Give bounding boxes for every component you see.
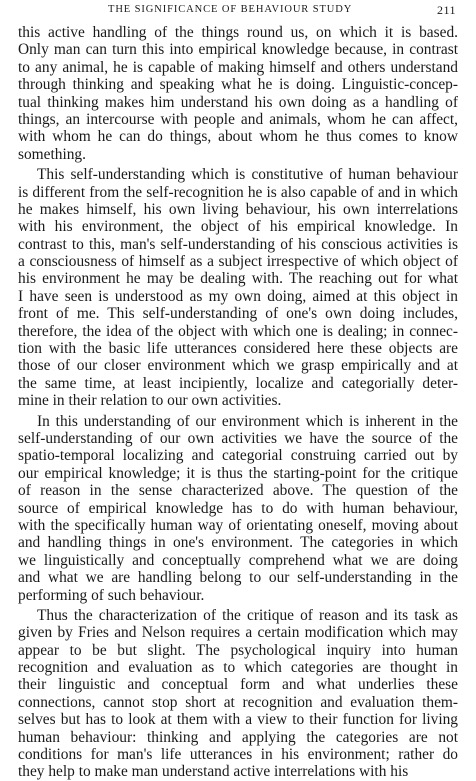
text-line: In this understanding of our environment which is inherent in the: [37, 412, 458, 430]
text-line: and handling things in one's environment. The categories in which: [18, 534, 458, 552]
text-line: front of me. This self-understanding of one's own doing includes,: [18, 305, 458, 323]
page-number: 211: [436, 3, 456, 17]
text-line: therefore, the idea of the object with which one is dealing; in connec-: [18, 322, 458, 340]
text-line: selves but has to look at them with a view to their function for living: [18, 711, 458, 729]
text-line: recognition and evaluation as to which categories are thought in: [18, 659, 458, 677]
text-line: conditions for man's life utterances in his environment; rather do: [18, 746, 458, 764]
text-line: tual thinking makes him understand his own doing as a handling of: [18, 93, 458, 111]
text-line: they help to make man understand active interrelations with his: [18, 763, 409, 781]
text-line: of reason in the sense characterized above. The question of the: [18, 482, 458, 500]
text-line: something.: [18, 145, 86, 163]
text-line: he makes himself, his own living behaviour, his own interrelations: [18, 200, 458, 218]
text-line: to any animal, he is capable of making himself and others understand: [18, 58, 458, 76]
text-line: through thinking and speaking what he is doing. Linguistic-concep-: [18, 76, 458, 94]
text-line: self-understanding of our own activities we have the source of the: [18, 429, 458, 447]
text-line: appear to be but slight. The psychological inquiry into human: [18, 641, 458, 659]
text-line: source of empirical knowledge has to do with human behaviour,: [18, 499, 458, 517]
text-line: I have seen is understood as my own doing, aimed at this object in: [18, 287, 458, 305]
text-line: a consciousness of himself as a subject irrespective of which object of: [18, 253, 458, 271]
text-line: connections, cannot stop short at recognition and evaluation them-: [18, 693, 458, 711]
text-line: and what we are handling belong to our self-understanding in the: [18, 569, 458, 587]
text-line: our empirical knowledge; it is thus the starting-point for the critique: [18, 464, 458, 482]
text-line: those of our closer environment which we grasp empirically and at: [18, 357, 458, 375]
text-line: is different from the self-recognition he is also capable of and in which: [18, 183, 458, 201]
body-text: [18, 24, 458, 781]
paragraph: [18, 166, 458, 409]
paragraph: [18, 413, 458, 604]
text-line: Only man can turn this into empirical knowledge because, in contrast: [18, 41, 458, 59]
text-line: their linguistic and conceptual form and what underlies these: [18, 676, 458, 694]
text-line: spatio-temporal localizing and categorial construing carried out by: [18, 447, 458, 465]
text-line: given by Fries and Nelson requires a certain modification which may: [18, 624, 458, 642]
text-line: things, an intercourse with people and animals, whom he can affect,: [18, 110, 458, 128]
text-line: we linguistically and conceptually comprehend what we are doing: [18, 551, 458, 569]
paragraph: [18, 24, 458, 163]
text-line: this active handling of the things round us, on which it is based.: [18, 24, 458, 41]
text-line: contrast to this, man's self-understanding of his conscious activities is: [18, 235, 458, 253]
text-line: Thus the characterization of the critique of reason and its task as: [37, 606, 458, 624]
text-line: human behaviour: thinking and applying the categories are not: [18, 728, 458, 746]
text-line: mine in their relation to our own activities.: [18, 392, 282, 410]
text-line: performing of such behaviour.: [18, 586, 205, 604]
running-head: THE SIGNIFICANCE OF BEHAVIOUR STUDY: [108, 4, 353, 15]
text-line: This self-understanding which is constitutive of human behaviour: [37, 166, 458, 184]
text-line: tion with the basic life utterances considered here these objects are: [18, 340, 458, 358]
paragraph: [18, 607, 458, 781]
text-line: his environment he may be dealing with. The reaching out for what: [18, 270, 458, 288]
text-line: the same time, at least incipiently, localize and categorially deter-: [18, 374, 458, 392]
text-line: with whom he can do things, about whom he thus comes to know: [18, 128, 458, 146]
text-line: with his environment, the object of his empirical knowledge. In: [18, 218, 458, 236]
text-line: with the specifically human way of orientating oneself, moving about: [18, 516, 458, 534]
